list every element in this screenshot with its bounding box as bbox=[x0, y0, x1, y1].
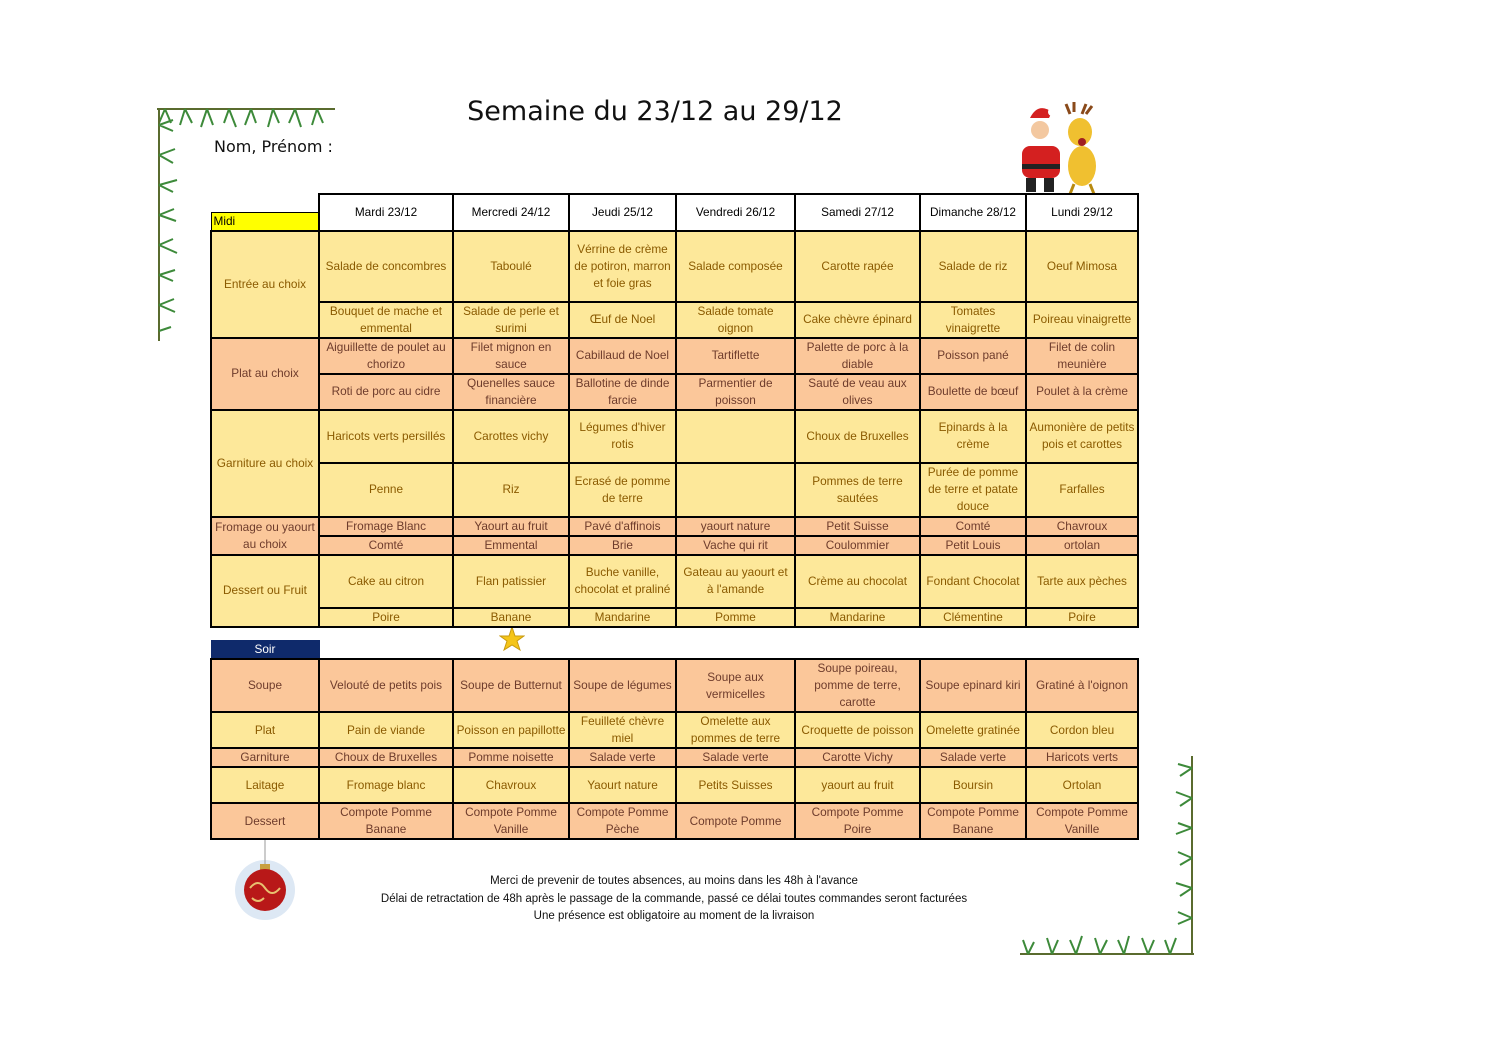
menu-cell: Buche vanille, chocolat et praliné bbox=[569, 555, 676, 608]
menu-cell: Poire bbox=[1026, 608, 1138, 627]
menu-cell: Parmentier de poisson bbox=[676, 374, 795, 410]
menu-cell: Salade tomate oignon bbox=[676, 302, 795, 338]
menu-cell: Epinards à la crème bbox=[920, 410, 1026, 463]
menu-cell: Salade verte bbox=[569, 748, 676, 767]
menu-cell: Pomme noisette bbox=[453, 748, 569, 767]
menu-cell: Fromage blanc bbox=[319, 767, 453, 803]
menu-cell: Choux de Bruxelles bbox=[795, 410, 920, 463]
header-corner bbox=[211, 194, 319, 212]
menu-cell: yaourt nature bbox=[676, 517, 795, 536]
menu-cell: Salade composée bbox=[676, 231, 795, 302]
category-entree: Entrée au choix bbox=[211, 231, 319, 338]
christmas-ornament-image bbox=[232, 838, 298, 920]
menu-cell: Compote Pomme Pèche bbox=[569, 803, 676, 839]
menu-cell: Chavroux bbox=[1026, 517, 1138, 536]
menu-cell: Salade de perle et surimi bbox=[453, 302, 569, 338]
menu-cell: Filet de colin meunière bbox=[1026, 338, 1138, 374]
menu-cell: Compote Pomme bbox=[676, 803, 795, 839]
menu-cell: Yaourt au fruit bbox=[453, 517, 569, 536]
menu-cell: Salade de riz bbox=[920, 231, 1026, 302]
table-row bbox=[211, 748, 1138, 767]
table-row bbox=[211, 302, 1138, 338]
day-header: Jeudi 25/12 bbox=[569, 194, 676, 231]
menu-cell: Quenelles sauce financière bbox=[453, 374, 569, 410]
menu-cell: Mandarine bbox=[795, 608, 920, 627]
menu-cell: Omelette gratinée bbox=[920, 712, 1026, 748]
menu-cell: Pavé d'affinois bbox=[569, 517, 676, 536]
menu-cell: Soupe poireau, pomme de terre, carotte bbox=[795, 659, 920, 712]
table-row bbox=[211, 536, 1138, 555]
menu-cell: Feuilleté chèvre miel bbox=[569, 712, 676, 748]
category-garniture: Garniture au choix bbox=[211, 410, 319, 517]
menu-cell: Coulommier bbox=[795, 536, 920, 555]
menu-cell: Flan patissier bbox=[453, 555, 569, 608]
category-dessert-soir: Dessert bbox=[211, 803, 319, 839]
menu-cell: Vérrine de crème de potiron, marron et foie gras bbox=[569, 231, 676, 302]
menu-cell bbox=[676, 410, 795, 463]
menu-cell: Taboulé bbox=[453, 231, 569, 302]
table-row bbox=[211, 767, 1138, 803]
menu-cell: Pain de viande bbox=[319, 712, 453, 748]
footer-line: Merci de prevenir de toutes absences, au moins dans les 48h à l'avance bbox=[490, 875, 858, 887]
header-row bbox=[211, 194, 1138, 212]
day-header: Lundi 29/12 bbox=[1026, 194, 1138, 231]
table-row bbox=[211, 517, 1138, 536]
menu-cell: Croquette de poisson bbox=[795, 712, 920, 748]
menu-cell: Petit Suisse bbox=[795, 517, 920, 536]
menu-cell: Yaourt nature bbox=[569, 767, 676, 803]
menu-cell: Petit Louis bbox=[920, 536, 1026, 555]
menu-cell: Haricots verts persillés bbox=[319, 410, 453, 463]
menu-cell: Crème au chocolat bbox=[795, 555, 920, 608]
menu-cell: Soupe de légumes bbox=[569, 659, 676, 712]
menu-cell: Choux de Bruxelles bbox=[319, 748, 453, 767]
menu-cell: Tomates vinaigrette bbox=[920, 302, 1026, 338]
menu-cell: Salade verte bbox=[676, 748, 795, 767]
menu-cell: Bouquet de mache et emmental bbox=[319, 302, 453, 338]
footer-notes bbox=[320, 873, 1028, 926]
menu-cell: Légumes d'hiver rotis bbox=[569, 410, 676, 463]
menu-cell: Oeuf Mimosa bbox=[1026, 231, 1138, 302]
midi-label: Midi bbox=[211, 212, 319, 231]
category-plat-soir: Plat bbox=[211, 712, 319, 748]
table-row bbox=[211, 803, 1138, 839]
footer-line: Délai de retractation de 48h après le passage de la commande, passé ce délai toutes commandes seront facturées bbox=[380, 892, 968, 905]
menu-cell: Ortolan bbox=[1026, 767, 1138, 803]
menu-cell: Compote Pomme Vanille bbox=[453, 803, 569, 839]
menu-cell: Banane bbox=[453, 608, 569, 627]
menu-cell: Aumonière de petits pois et carottes bbox=[1026, 410, 1138, 463]
soir-header-row bbox=[211, 641, 1138, 660]
menu-cell: Carotte Vichy bbox=[795, 748, 920, 767]
menu-cell: Soupe epinard kiri bbox=[920, 659, 1026, 712]
menu-cell: Comté bbox=[920, 517, 1026, 536]
menu-cell: Boursin bbox=[920, 767, 1026, 803]
menu-cell: Mandarine bbox=[569, 608, 676, 627]
menu-cell: Compote Pomme Banane bbox=[920, 803, 1026, 839]
menu-cell: Penne bbox=[319, 463, 453, 517]
menu-cell: Emmental bbox=[453, 536, 569, 555]
menu-cell: Petits Suisses bbox=[676, 767, 795, 803]
menu-cell: Ecrasé de pomme de terre bbox=[569, 463, 676, 517]
category-soupe: Soupe bbox=[211, 659, 319, 712]
menu-cell: Filet mignon en sauce bbox=[453, 338, 569, 374]
soir-menu-table bbox=[210, 640, 1139, 840]
menu-cell: Fromage Blanc bbox=[319, 517, 453, 536]
day-header: Mardi 23/12 bbox=[319, 194, 453, 231]
menu-cell: Velouté de petits pois bbox=[319, 659, 453, 712]
category-plat: Plat au choix bbox=[211, 338, 319, 410]
category-garniture-soir: Garniture bbox=[211, 748, 319, 767]
menu-cell: Poulet à la crème bbox=[1026, 374, 1138, 410]
menu-cell: Sauté de veau aux olives bbox=[795, 374, 920, 410]
menu-cell: Carotte rapée bbox=[795, 231, 920, 302]
menu-cell: Poire bbox=[319, 608, 453, 627]
day-header: Samedi 27/12 bbox=[795, 194, 920, 231]
menu-cell: Salade de concombres bbox=[319, 231, 453, 302]
table-row bbox=[211, 608, 1138, 627]
menu-cell: yaourt au fruit bbox=[795, 767, 920, 803]
menu-cell bbox=[676, 463, 795, 517]
menu-cell: Pomme bbox=[676, 608, 795, 627]
page-title: Semaine du 23/12 au 29/12 bbox=[467, 96, 843, 127]
menu-cell: Clémentine bbox=[920, 608, 1026, 627]
menu-cell: Farfalles bbox=[1026, 463, 1138, 517]
menu-cell: Cake chèvre épinard bbox=[795, 302, 920, 338]
menu-cell: Haricots verts bbox=[1026, 748, 1138, 767]
menu-cell: Cake au citron bbox=[319, 555, 453, 608]
menu-cell: ortolan bbox=[1026, 536, 1138, 555]
menu-cell: Gateau au yaourt et à l'amande bbox=[676, 555, 795, 608]
menu-cell: Chavroux bbox=[453, 767, 569, 803]
soir-header-spacer bbox=[319, 641, 1138, 660]
name-label: Nom, Prénom : bbox=[214, 137, 333, 156]
menu-cell: Cordon bleu bbox=[1026, 712, 1138, 748]
menu-cell: Ballotine de dinde farcie bbox=[569, 374, 676, 410]
menu-cell: Compote Pomme Banane bbox=[319, 803, 453, 839]
menu-cell: Salade verte bbox=[920, 748, 1026, 767]
menu-cell: Comté bbox=[319, 536, 453, 555]
menu-cell: Soupe de Butternut bbox=[453, 659, 569, 712]
menu-cell: Compote Pomme Vanille bbox=[1026, 803, 1138, 839]
menu-cell: Tarte aux pèches bbox=[1026, 555, 1138, 608]
table-row bbox=[211, 659, 1138, 712]
menu-cell: Boulette de bœuf bbox=[920, 374, 1026, 410]
menu-cell: Roti de porc au cidre bbox=[319, 374, 453, 410]
footer-line: Une présence est obligatoire au moment de la livraison bbox=[533, 910, 815, 922]
santa-reindeer-image bbox=[1008, 100, 1108, 198]
menu-cell: Poisson pané bbox=[920, 338, 1026, 374]
menu-cell: Carottes vichy bbox=[453, 410, 569, 463]
menu-cell: Gratiné à l'oignon bbox=[1026, 659, 1138, 712]
table-row bbox=[211, 463, 1138, 517]
table-row bbox=[211, 555, 1138, 608]
category-fromage: Fromage ou yaourt au choix bbox=[211, 517, 319, 555]
table-row bbox=[211, 410, 1138, 463]
menu-cell: Omelette aux pommes de terre bbox=[676, 712, 795, 748]
menu-cell: Palette de porc à la diable bbox=[795, 338, 920, 374]
menu-cell: Poisson en papillotte bbox=[453, 712, 569, 748]
menu-cell: Tartiflette bbox=[676, 338, 795, 374]
menu-cell: Cabillaud de Noel bbox=[569, 338, 676, 374]
day-header: Dimanche 28/12 bbox=[920, 194, 1026, 231]
category-dessert: Dessert ou Fruit bbox=[211, 555, 319, 627]
table-row bbox=[211, 231, 1138, 302]
menu-cell: Compote Pomme Poire bbox=[795, 803, 920, 839]
soir-label: Soir bbox=[211, 641, 319, 660]
midi-menu-table bbox=[210, 193, 1139, 628]
menu-cell: Riz bbox=[453, 463, 569, 517]
menu-cell: Aiguillette de poulet au chorizo bbox=[319, 338, 453, 374]
menu-cell: Soupe aux vermicelles bbox=[676, 659, 795, 712]
menu-cell: Brie bbox=[569, 536, 676, 555]
table-row bbox=[211, 374, 1138, 410]
menu-cell: Pommes de terre sautées bbox=[795, 463, 920, 517]
menu-cell: Fondant Chocolat bbox=[920, 555, 1026, 608]
day-header: Vendredi 26/12 bbox=[676, 194, 795, 231]
table-row bbox=[211, 338, 1138, 374]
menu-cell: Vache qui rit bbox=[676, 536, 795, 555]
menu-cell: Purée de pomme de terre et patate douce bbox=[920, 463, 1026, 517]
menu-cell: Poireau vinaigrette bbox=[1026, 302, 1138, 338]
menu-cell: Œuf de Noel bbox=[569, 302, 676, 338]
table-row bbox=[211, 712, 1138, 748]
category-laitage: Laitage bbox=[211, 767, 319, 803]
day-header: Mercredi 24/12 bbox=[453, 194, 569, 231]
